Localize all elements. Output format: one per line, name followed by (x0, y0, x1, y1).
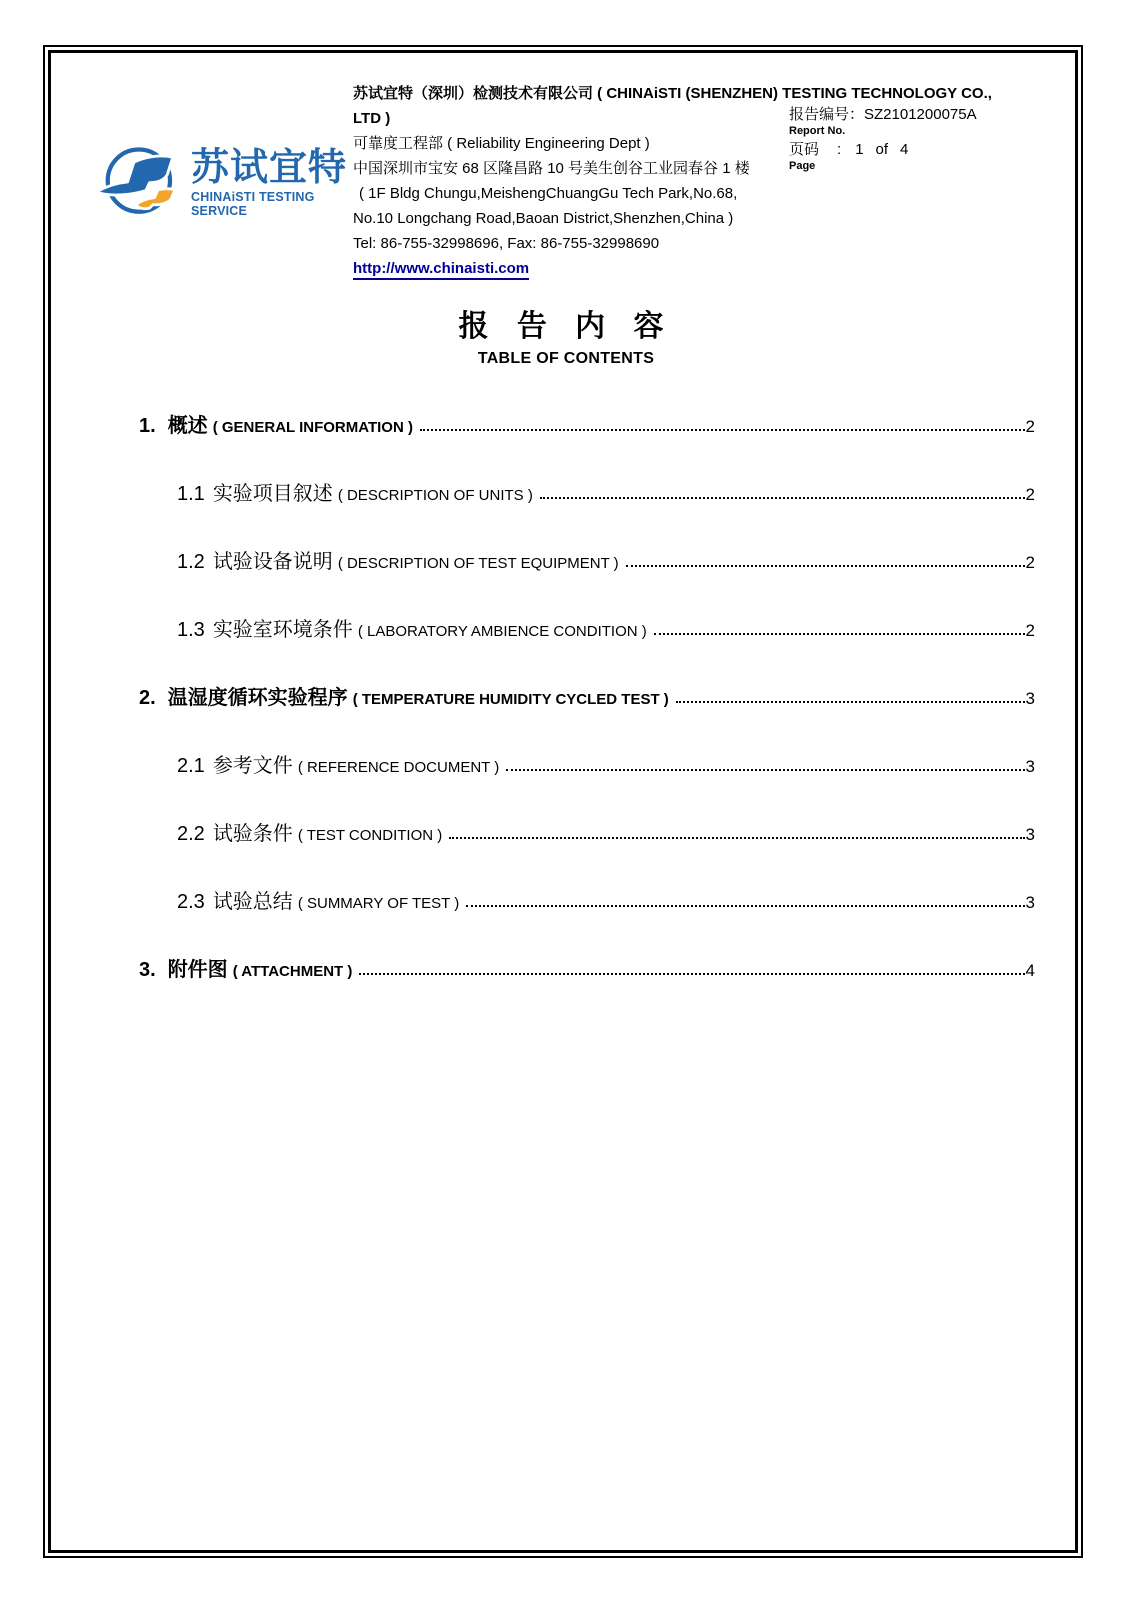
address-en-line2: No.10 Longchang Road,Baoan District,Shenzhen,China ) (353, 210, 734, 227)
dot-leader (540, 497, 1025, 499)
toc-entry-number: 1.2 (177, 551, 205, 573)
page-label-en: Page (789, 160, 816, 172)
toc-entry-title-cn: 实验室环境条件 (212, 619, 353, 641)
page-current: 1 (855, 141, 864, 158)
website-line (353, 256, 1037, 281)
toc-entry-title-en: ( SUMMARY OF TEST ) (297, 895, 460, 912)
toc-entry-title-cn: 温湿度循环实验程序 (167, 687, 348, 709)
toc-entry-title-cn: 试验总结 (212, 891, 293, 913)
toc-entry-title-cn: 试验设备说明 (212, 551, 333, 573)
toc-entry-title-en: ( TEMPERATURE HUMIDITY CYCLED TEST ) (352, 691, 669, 708)
header-text-block (353, 79, 1037, 281)
department-line: 可靠度工程部 ( Reliability Engineering Dept ) (353, 135, 650, 152)
company-name-line2: LTD ) (353, 110, 391, 127)
dot-leader (654, 633, 1025, 635)
toc-entry-page: 2 (1025, 621, 1035, 640)
toc-entry-page: 2 (1025, 485, 1035, 504)
dot-leader (359, 973, 1024, 975)
page-total: 4 (900, 141, 909, 158)
toc-entry-1[interactable] (139, 409, 1035, 436)
toc-entry-page: 2 (1025, 553, 1035, 572)
toc-entry-title-en: ( LABORATORY AMBIENCE CONDITION ) (357, 623, 647, 640)
toc-entry-title-en: ( TEST CONDITION ) (297, 827, 443, 844)
report-info-block (789, 106, 1031, 173)
toc-entry-title-cn: 附件图 (167, 959, 228, 981)
title-cn: 报 告 内 容 (458, 310, 674, 343)
toc-entry-page: 3 (1025, 757, 1035, 776)
company-name-line1: 苏试宜特（深圳）检测技术有限公司 ( CHINAiSTI (SHENZHEN) TESTING TECHNOLOGY CO., (353, 85, 992, 102)
dot-leader (506, 769, 1024, 771)
toc-entry-1-2[interactable] (177, 545, 1035, 572)
toc-entry-number: 3. (139, 959, 156, 981)
page-number-row (789, 141, 1031, 159)
toc-entry-1-3[interactable] (177, 613, 1035, 640)
toc-entry-number: 1.1 (177, 483, 205, 505)
logo-swoosh-circle-icon (95, 139, 187, 225)
logo-name-cn: 苏试宜特 (191, 146, 348, 189)
toc-entry-number: 2.1 (177, 755, 205, 777)
document-title (95, 301, 1037, 368)
toc-entry-title-en: ( GENERAL INFORMATION ) (212, 419, 413, 436)
toc-entry-page: 2 (1025, 417, 1035, 436)
toc-entry-1-1[interactable] (177, 477, 1035, 504)
address-en-line1: ( 1F Bldg Chungu,MeishengChuangGu Tech Park,No.68, (359, 185, 738, 202)
tel-fax-line: Tel: 86-755-32998696, Fax: 86-755-32998690 (353, 235, 660, 252)
report-no-label-en: Report No. (789, 125, 846, 137)
website-link[interactable]: http://www.chinaisti.com (353, 260, 529, 280)
toc-entry-page: 3 (1025, 689, 1035, 708)
document-header (95, 79, 1037, 281)
toc-entry-title-en: ( REFERENCE DOCUMENT ) (297, 759, 500, 776)
logo-name-en: CHINAiSTI TESTING SERVICE (191, 189, 315, 218)
report-no-value: SZ2101200075A (864, 106, 977, 123)
toc-entry-title-en: ( DESCRIPTION OF UNITS ) (337, 487, 533, 504)
toc-entry-title-cn: 参考文件 (212, 755, 293, 777)
toc-entry-title-cn: 试验条件 (212, 823, 293, 845)
dot-leader (676, 701, 1025, 703)
table-of-contents (139, 409, 1035, 980)
toc-entry-number: 1.3 (177, 619, 205, 641)
dot-leader (626, 565, 1025, 567)
report-no-label-cn: 报告编号： (789, 106, 865, 123)
toc-entry-2-3[interactable] (177, 885, 1035, 912)
toc-entry-title-cn: 实验项目叙述 (212, 483, 333, 505)
dot-leader (466, 905, 1024, 907)
toc-entry-number: 2.3 (177, 891, 205, 913)
toc-entry-2[interactable] (139, 681, 1035, 708)
page-border (43, 45, 1083, 1558)
title-en: TABLE OF CONTENTS (477, 350, 655, 367)
toc-entry-number: 1. (139, 415, 156, 437)
toc-entry-2-2[interactable] (177, 817, 1035, 844)
toc-entry-2-1[interactable] (177, 749, 1035, 776)
company-logo (95, 79, 353, 281)
address-cn-line: 中国深圳市宝安 68 区隆昌路 10 号美生创谷工业园春谷 1 楼 (353, 160, 750, 177)
toc-entry-title-en: ( DESCRIPTION OF TEST EQUIPMENT ) (337, 555, 619, 572)
logo-text (191, 147, 353, 218)
toc-entry-3[interactable] (139, 953, 1035, 980)
toc-entry-title-en: ( ATTACHMENT ) (232, 963, 353, 980)
dot-leader (449, 837, 1024, 839)
dot-leader (420, 429, 1025, 431)
page-separator: : (837, 141, 842, 158)
toc-entry-page: 4 (1025, 961, 1035, 980)
page-of-word: of (875, 141, 889, 158)
toc-entry-number: 2.2 (177, 823, 205, 845)
toc-entry-title-cn: 概述 (167, 415, 208, 437)
document-page (48, 50, 1078, 1553)
report-no-row (789, 106, 1031, 124)
toc-entry-page: 3 (1025, 825, 1035, 844)
page-label-cn: 页码 (789, 141, 820, 158)
toc-entry-page: 3 (1025, 893, 1035, 912)
toc-entry-number: 2. (139, 687, 156, 709)
